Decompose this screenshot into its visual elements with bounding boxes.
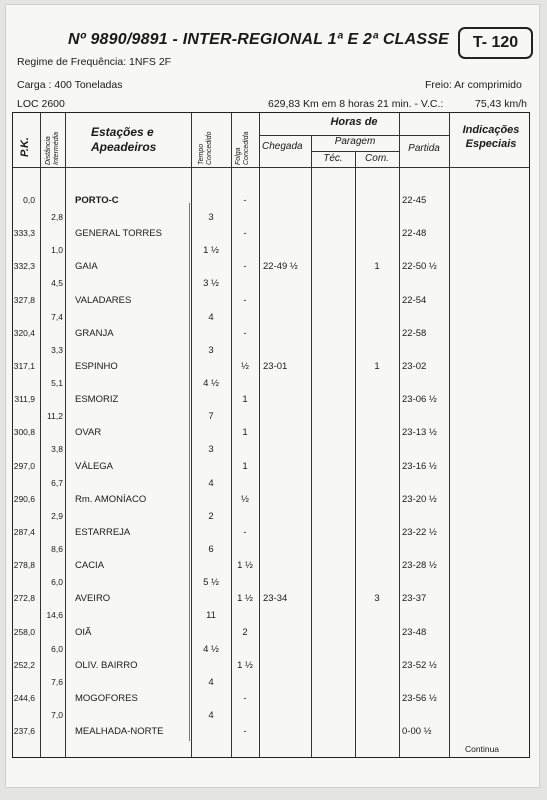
station-com: 3 xyxy=(374,593,380,605)
segment-tempo: 3 xyxy=(208,212,214,223)
segment-tempo: 4 ½ xyxy=(203,378,219,389)
station-partida: 23-13 ½ xyxy=(402,427,437,439)
station-partida: 23-16 ½ xyxy=(402,460,437,472)
station-pk: 252,2 xyxy=(13,659,35,670)
station-partida: 23-28 ½ xyxy=(402,560,437,572)
col-distancia-header: Distância Intermédia xyxy=(45,131,60,165)
segment-distance: 11,2 xyxy=(47,411,63,422)
station-folga: 1 ½ xyxy=(237,593,253,605)
station-partida: 0-00 ½ xyxy=(402,726,432,738)
segment-distance: 5,1 xyxy=(51,378,63,388)
station-partida: 23-22 ½ xyxy=(402,527,437,538)
station-pk: 278,8 xyxy=(13,560,35,571)
station-name: ESPINHO xyxy=(75,361,118,372)
station-pk: 333,3 xyxy=(13,228,35,239)
station-name: Rm. AMONÍACO xyxy=(75,493,147,505)
segment-tempo: 3 ½ xyxy=(203,278,219,290)
station-name: OLIV. BAIRRO xyxy=(75,659,138,671)
col-pk-header: P.K. xyxy=(19,137,31,157)
station-name: MOGOFORES xyxy=(75,693,138,704)
chegada-header: Chegada xyxy=(262,141,303,152)
continua-text: Continua xyxy=(465,744,500,754)
col-estacoes-header: Estações e Apeadeiros xyxy=(91,125,157,154)
station-partida: 23-37 xyxy=(402,593,427,605)
station-name: GENERAL TORRES xyxy=(75,228,162,240)
station-pk: 327,8 xyxy=(13,294,35,305)
station-pk: 272,8 xyxy=(13,593,35,604)
station-pk: 332,3 xyxy=(13,261,35,272)
station-pk: 300,8 xyxy=(13,427,35,438)
segment-distance: 6,0 xyxy=(51,577,63,588)
segment-tempo: 4 xyxy=(208,311,214,323)
segment-tempo: 1 ½ xyxy=(203,245,219,257)
station-name: PORTO-C xyxy=(75,195,119,206)
station-partida: 22-50 ½ xyxy=(402,261,437,273)
station-name: AVEIRO xyxy=(75,593,111,605)
station-folga: - xyxy=(243,527,247,538)
station-partida: 22-48 xyxy=(402,228,427,240)
station-chegada: 22-49 ½ xyxy=(263,261,298,273)
station-pk: 0,0 xyxy=(23,195,35,205)
station-name: OIÃ xyxy=(75,626,92,638)
station-folga: - xyxy=(243,294,247,306)
col-tempo-header: Tempo Concedido xyxy=(198,131,213,165)
segment-tempo: 4 xyxy=(208,676,214,688)
col-folga-header: Folga Concedida xyxy=(235,131,250,165)
segment-distance: 7,4 xyxy=(51,311,63,322)
station-folga: ½ xyxy=(241,493,249,505)
station-folga: - xyxy=(243,228,247,240)
segment-distance: 2,9 xyxy=(51,510,63,521)
paragem-header: Paragem xyxy=(334,136,376,147)
segment-tempo: 11 xyxy=(206,610,216,622)
station-folga: 1 xyxy=(242,460,248,472)
segment-tempo: 4 xyxy=(208,477,214,489)
partida-header: Partida xyxy=(408,143,440,154)
tec-header: Téc. xyxy=(323,153,343,164)
station-com: 1 xyxy=(374,361,380,372)
station-partida: 23-06 ½ xyxy=(402,394,437,406)
segment-distance: 6,0 xyxy=(51,643,63,654)
segment-distance: 7,6 xyxy=(51,676,63,687)
station-partida: 23-20 ½ xyxy=(402,493,437,505)
station-partida: 23-48 xyxy=(402,626,427,638)
station-folga: 2 xyxy=(242,626,248,638)
station-name: VALADARES xyxy=(75,294,132,306)
segment-tempo: 4 xyxy=(208,710,214,721)
station-name: CACIA xyxy=(75,560,105,572)
segment-tempo: 6 xyxy=(208,544,214,555)
station-pk: 258,0 xyxy=(13,626,35,637)
station-pk: 311,9 xyxy=(14,394,35,405)
com-header: Com. xyxy=(365,153,389,164)
table-code-badge: T- 120 xyxy=(458,27,533,59)
segment-distance: 3,3 xyxy=(51,344,63,355)
indicacoes-header: Indicações Especiais xyxy=(462,124,520,150)
horas-de-header: Horas de xyxy=(330,116,378,128)
carga-text: Carga : 400 Toneladas xyxy=(17,79,123,91)
station-folga: 1 ½ xyxy=(237,560,253,572)
timetable-grid xyxy=(12,112,530,758)
vc-text: 75,43 km/h xyxy=(475,98,527,110)
segment-distance: 7,0 xyxy=(51,710,63,720)
station-folga: - xyxy=(243,327,247,339)
station-name: GRANJA xyxy=(75,327,114,339)
station-folga: - xyxy=(243,195,247,206)
station-name: GAIA xyxy=(75,261,98,273)
page-title: Nº 9890/9891 - INTER-REGIONAL 1ª E 2ª CLASSE xyxy=(68,31,449,48)
station-folga: - xyxy=(243,726,247,738)
station-folga: - xyxy=(243,261,247,273)
station-partida: 22-45 xyxy=(402,195,427,206)
segment-distance: 1,0 xyxy=(51,245,63,256)
segment-distance: 6,7 xyxy=(51,477,63,488)
station-pk: 290,6 xyxy=(13,493,35,504)
segment-distance: 14,6 xyxy=(46,610,63,621)
regime-text: Regime de Frequência: 1NFS 2F xyxy=(17,56,172,68)
station-com: 1 xyxy=(374,261,380,273)
station-partida: 23-56 ½ xyxy=(402,693,437,704)
station-name: ESMORIZ xyxy=(75,394,119,406)
track-line xyxy=(189,203,190,741)
station-folga: 1 ½ xyxy=(237,659,253,671)
station-name: OVAR xyxy=(75,427,102,439)
segment-tempo: 4 ½ xyxy=(203,643,219,655)
station-pk: 244,6 xyxy=(13,693,35,703)
station-pk: 237,6 xyxy=(13,726,35,737)
station-folga: ½ xyxy=(241,361,249,372)
station-partida: 22-58 xyxy=(402,327,427,339)
freio-text: Freio: Ar comprimido xyxy=(425,79,522,91)
segment-tempo: 7 xyxy=(208,411,214,423)
segment-tempo: 2 xyxy=(208,510,214,522)
segment-distance: 2,8 xyxy=(51,212,63,222)
station-pk: 287,4 xyxy=(13,527,35,537)
station-name: VÁLEGA xyxy=(75,460,114,472)
segment-tempo: 3 xyxy=(208,344,214,356)
segment-tempo: 3 xyxy=(208,444,214,456)
station-chegada: 23-34 xyxy=(263,593,288,605)
station-folga: 1 xyxy=(242,394,248,406)
loc-text: LOC 2600 xyxy=(17,98,65,110)
segment-distance: 4,5 xyxy=(51,278,63,289)
station-chegada: 23-01 xyxy=(263,361,288,372)
station-pk: 317,1 xyxy=(13,361,35,371)
station-partida: 22-54 xyxy=(402,294,427,306)
station-pk: 320,4 xyxy=(13,327,35,338)
segment-distance: 3,8 xyxy=(51,444,63,455)
station-name: ESTARREJA xyxy=(75,527,131,538)
station-pk: 297,0 xyxy=(13,460,35,471)
segment-distance: 8,6 xyxy=(51,544,63,554)
station-partida: 23-02 xyxy=(402,361,427,372)
station-partida: 23-52 ½ xyxy=(402,659,437,671)
station-name: MEALHADA-NORTE xyxy=(75,726,164,738)
station-folga: - xyxy=(243,693,247,704)
summary-text: 629,83 Km em 8 horas 21 min. - V.C.: xyxy=(268,98,444,110)
segment-tempo: 5 ½ xyxy=(203,577,219,589)
station-folga: 1 xyxy=(242,427,248,439)
